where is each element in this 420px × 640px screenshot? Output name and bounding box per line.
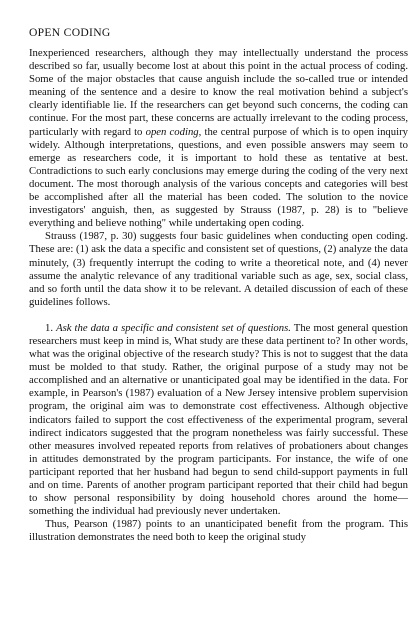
text-run: Strauss (1987, p. 30) suggests four basic guidelines when conducting open coding. These are: (1) ask the data a specific and consistent set of questions, (2) analyze the data minutely, (3) frequently interrupt the coding to write a theoretical note, and (4) never assume the analytic relevance of any traditional variable such as age, sex, social class, and so forth until the data show it to be relevant. A detailed discussion of each of these guidelines follows. [29,230,408,308]
paragraph-p1 [29,47,408,230]
paragraph-p3 [29,322,408,518]
running-head: OPEN CODING [29,26,111,39]
text-run: the central purpose of which is to open inquiry widely. Although interpretations, questions, and even possible answers may seem to emerge as researchers code, it is important to hold these as tentative at best. Contradictions to such early conclusions may emerge during the coding of the very next document. The most thorough analysis of the various concepts and categories will best be accomplished after all the material has been coded. The solution to the novice investigators' anguish, then, as suggested by Strauss (1987, p. 28) is to "believe everything and believe nothing" while undertaking open coding. [29,125,408,230]
italic-text: Ask the data a specific and consistent set of questions. [56,321,291,334]
paragraph-p4 [29,518,408,544]
body-text [29,47,408,544]
paragraph-p2 [29,230,408,309]
paragraph-gap [29,309,408,322]
italic-text: open coding, [145,125,202,138]
text-run: Inexperienced researchers, although they may intellectually understand the process described so far, usually become lost at about this point in the actual process of coding. Some of the major obstacles that cause anguish include the so-called true or intended meaning of the sentence and a desire to know the real motivation behind a subject's clearly identifiable lie. If the researchers can get beyond such concerns, the coding can continue. For the most part, these concerns are actually irrelevant to the coding process, particularly with regard to [29,47,408,138]
text-run: The most general question researchers must keep in mind is, What study are these data pertinent to? In other words, what was the original objective of the research study? This is not to suggest that the data must be molded to that study. Rather, the original purpose of a study may not be accomplished and an alternative or unanticipated goal may be identified in the data. For example, in Pearson's (1987) evaluation of a New Jersey intensive problem supervision program, the original aim was to demonstrate cost effectiveness. Although objective indicators failed to support the cost effectiveness of the experimental program, several indirect indicators suggested that the program nonetheless was fairly successful. These other measures involved repeated reports from relatives of probationers about changes in attitudes demonstrated by the program participants. For instance, the wife of one participant reported that her husband had begun to send child-support payments in full and on time. Parents of another program participant reported that their child had begun to show personal responsibility by doing household chores around the home—something the individual had previously never undertaken. [29,321,409,518]
text-run: 1. [45,321,57,334]
text-run: Thus, Pearson (1987) points to an unanticipated benefit from the program. This illustration demonstrates the need both to keep the original study [29,518,408,544]
